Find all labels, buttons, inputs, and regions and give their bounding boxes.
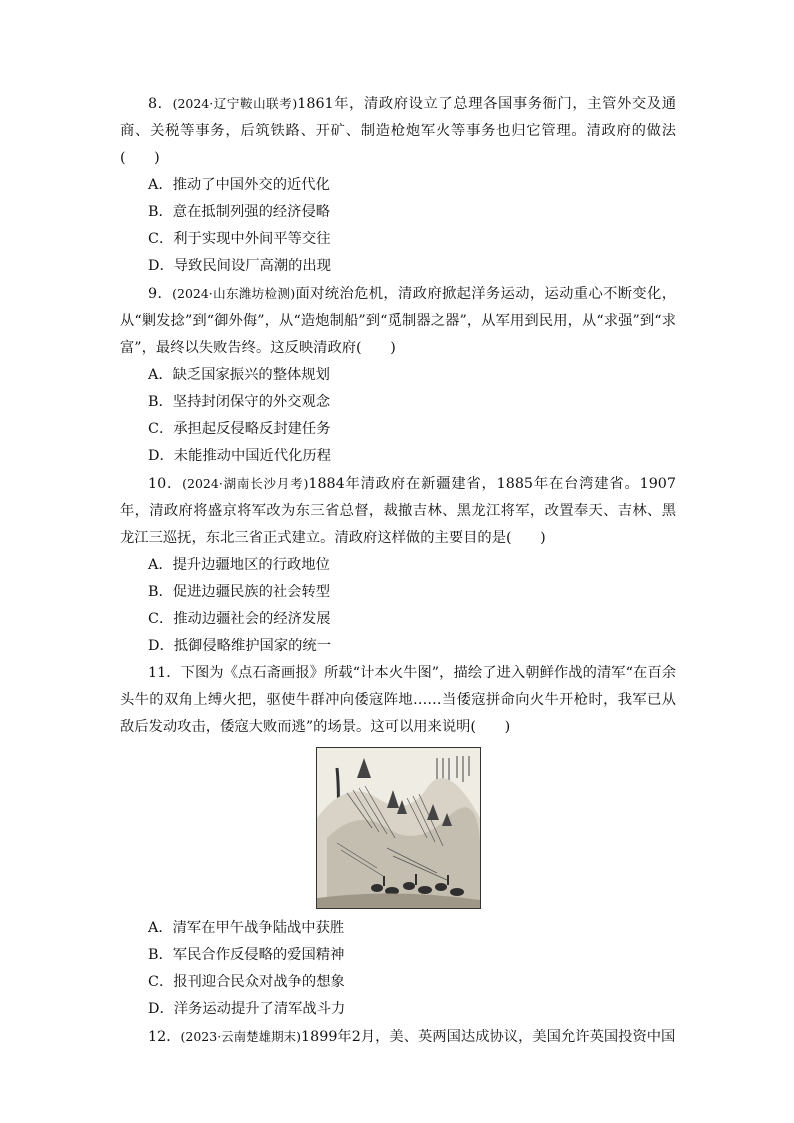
question-source: (2024·湖南长沙月考) [182,476,309,491]
question-stem: 1861年，清政府设立了总理各国事务衙门，主管外交及通商、关税等事务，后筑铁路、开矿、制造枪炮军火等事务也归它管理。清政府的做法( ) [120,96,676,166]
option-a[interactable]: A．推动了中国外交的近代化 [148,177,330,193]
option-a[interactable]: A．缺乏国家振兴的整体规划 [148,367,330,383]
question-stem: 下图为《点石斋画报》所载“计本火牛图”，描绘了进入朝鲜作战的清军“在百余头牛的双角上缚火把，驱使牛群冲向倭寇阵地……当倭寇拼命向火牛开枪时，我军已从敌后发动攻击，倭寇大败而逃”的场景。这可以用来说明( ) [120,665,676,735]
option-d[interactable]: D．未能推动中国近代化历程 [148,448,332,464]
question-10 [120,470,676,660]
question-list [120,90,676,1051]
option-c[interactable]: C．推动边疆社会的经济发展 [148,611,331,627]
option-b[interactable]: B．坚持封闭保守的外交观念 [148,394,331,410]
question-number: 9． [148,286,173,302]
engraving-illustration-icon [316,747,481,909]
option-a[interactable]: A．清军在甲午战争陆战中获胜 [148,920,345,936]
engraving-drawing [317,748,480,908]
option-d[interactable]: D．抵御侵略维护国家的统一 [148,638,332,654]
question-number: 11． [148,665,181,681]
question-stem: 面对统治危机，清政府掀起洋务运动，运动重心不断变化，从“剿发捻”到“御外侮”，从“造炮制船”到“觅制器之器”，从军用到民用，从“求强”到“求富”，最终以失败告终。这反映清政府( ) [120,286,676,356]
question-11 [120,660,676,1023]
question-8 [120,90,676,280]
question-number: 12． [148,1029,181,1045]
question-12 [120,1023,676,1051]
question-number: 10． [148,476,183,492]
option-b[interactable]: B．意在抵制列强的经济侵略 [148,204,331,220]
option-c[interactable]: C．承担起反侵略反封建任务 [148,421,331,437]
question-source: (2024·辽宁鞍山联考) [172,96,298,111]
question-stem: 1899年2月，美、英两国达成协议，美国允许英国投资中国 [301,1029,676,1045]
option-d[interactable]: D．导致民间设厂高潮的出现 [148,258,332,274]
option-a[interactable]: A．提升边疆地区的行政地位 [148,557,330,573]
option-c[interactable]: C．报刊迎合民众对战争的想象 [148,974,345,990]
option-c[interactable]: C．利于实现中外间平等交往 [148,231,331,247]
question-9 [120,280,676,470]
question-number: 8． [148,96,173,112]
question-source: (2023·云南楚雄期末) [180,1029,302,1044]
question-stem: 1884年清政府在新疆建省，1885年在台湾建省。1907年，清政府将盛京将军改为东三省总督，裁撤吉林、黑龙江将军，改置奉天、吉林、黑龙江三巡抚，东北三省正式建立。清政府这样做的主要目的是( ) [120,476,676,546]
option-d[interactable]: D．洋务运动提升了清军战斗力 [148,1001,346,1017]
option-b[interactable]: B．军民合作反侵略的爱国精神 [148,947,345,963]
option-b[interactable]: B．促进边疆民族的社会转型 [148,584,331,600]
question-source: (2024·山东潍坊检测) [172,286,296,301]
